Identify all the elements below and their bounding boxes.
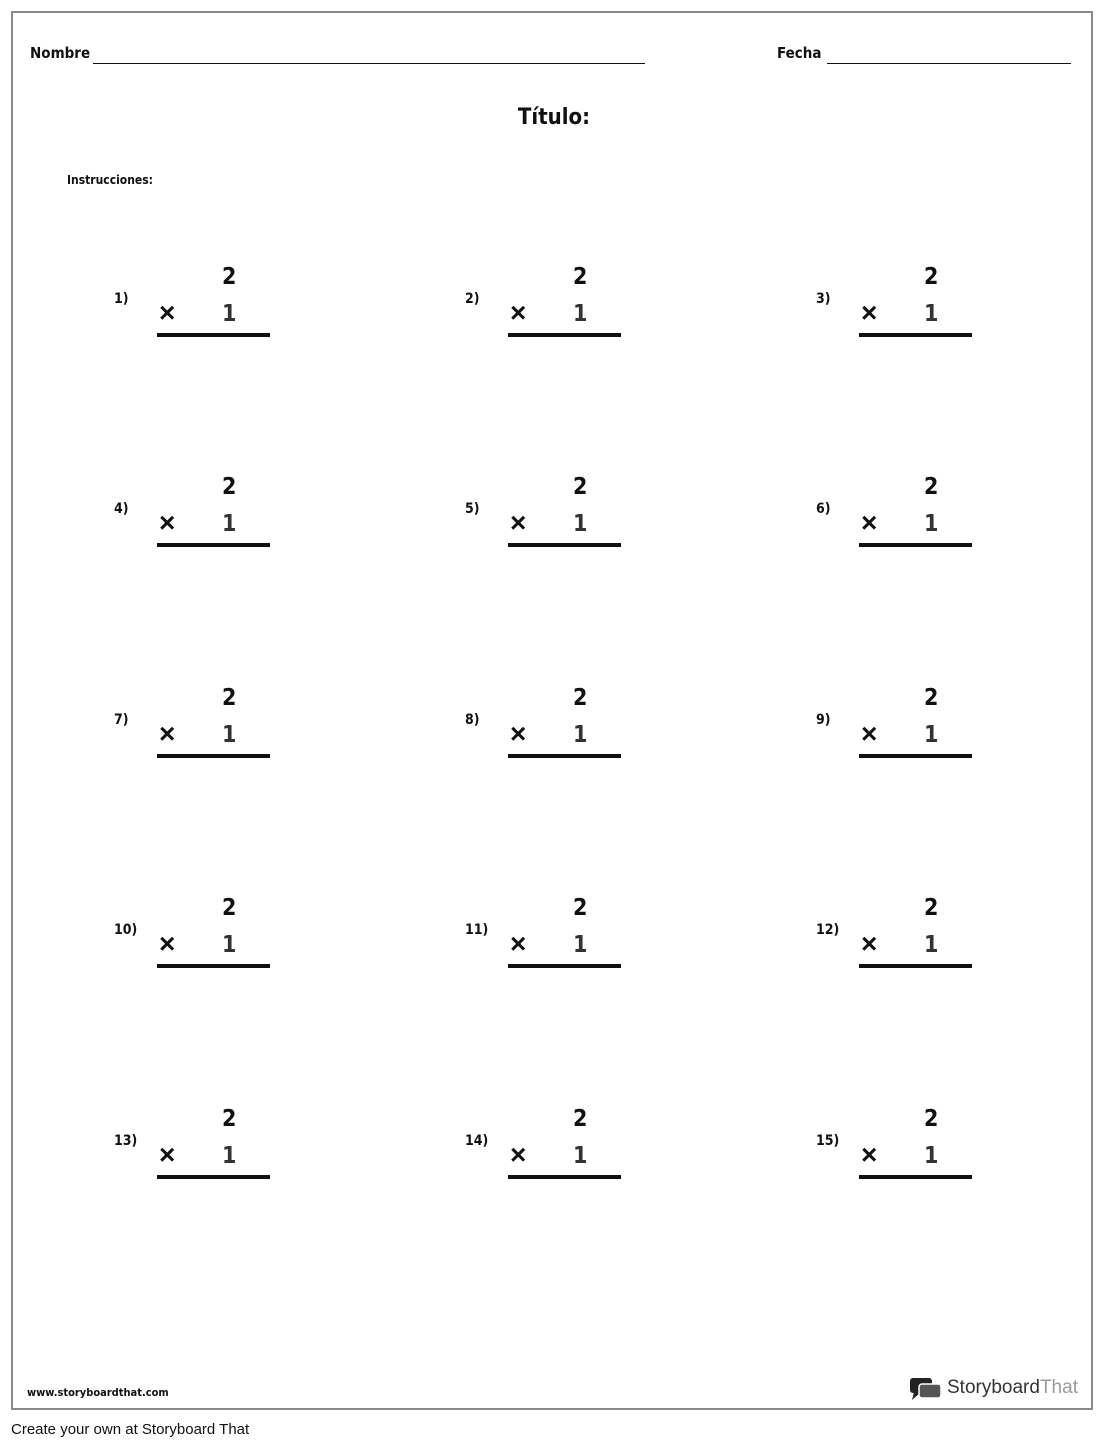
times-icon: × bbox=[159, 928, 176, 959]
multiplicand: 2 bbox=[924, 264, 939, 290]
times-icon: × bbox=[861, 718, 878, 749]
problem-number: 2) bbox=[465, 291, 480, 307]
name-label: Nombre bbox=[30, 44, 91, 62]
times-icon: × bbox=[159, 1139, 176, 1170]
multiplier: 1 bbox=[573, 932, 588, 958]
problem-number: 8) bbox=[465, 712, 480, 728]
answer-line[interactable] bbox=[157, 543, 270, 547]
multiplier: 1 bbox=[924, 932, 939, 958]
problem-number: 4) bbox=[114, 501, 129, 517]
multiplicand: 2 bbox=[573, 264, 588, 290]
multiplier: 1 bbox=[222, 301, 237, 327]
answer-line[interactable] bbox=[859, 1175, 972, 1179]
worksheet bbox=[11, 11, 1093, 1410]
problem-item bbox=[816, 1106, 996, 1216]
multiplicand: 2 bbox=[573, 474, 588, 500]
multiplier: 1 bbox=[573, 722, 588, 748]
multiplier: 1 bbox=[924, 722, 939, 748]
multiplicand: 2 bbox=[924, 895, 939, 921]
problem-number: 14) bbox=[465, 1133, 489, 1149]
multiplier: 1 bbox=[222, 511, 237, 537]
multiplicand: 2 bbox=[222, 895, 237, 921]
brand-main: Storyboard bbox=[947, 1377, 1040, 1398]
worksheet-title: Título: bbox=[517, 105, 591, 130]
times-icon: × bbox=[159, 718, 176, 749]
problem-item bbox=[465, 685, 645, 795]
multiplicand: 2 bbox=[924, 474, 939, 500]
multiplier: 1 bbox=[924, 1143, 939, 1169]
problem-item bbox=[114, 685, 294, 795]
problem-number: 1) bbox=[114, 291, 129, 307]
website-url: www.storyboardthat.com bbox=[27, 1386, 169, 1399]
answer-line[interactable] bbox=[859, 754, 972, 758]
multiplier: 1 bbox=[573, 1143, 588, 1169]
multiplier: 1 bbox=[222, 932, 237, 958]
answer-line[interactable] bbox=[157, 754, 270, 758]
storyboardthat-logo-icon bbox=[909, 1376, 943, 1400]
multiplicand: 2 bbox=[222, 264, 237, 290]
times-icon: × bbox=[510, 507, 527, 538]
multiplier: 1 bbox=[573, 301, 588, 327]
problem-number: 13) bbox=[114, 1133, 138, 1149]
answer-line[interactable] bbox=[859, 333, 972, 337]
problem-item bbox=[465, 264, 645, 374]
answer-line[interactable] bbox=[508, 543, 621, 547]
brand-light: That bbox=[1039, 1377, 1078, 1398]
times-icon: × bbox=[861, 928, 878, 959]
answer-line[interactable] bbox=[508, 1175, 621, 1179]
times-icon: × bbox=[510, 928, 527, 959]
problem-item bbox=[114, 895, 294, 1005]
answer-line[interactable] bbox=[157, 333, 270, 337]
multiplier: 1 bbox=[924, 301, 939, 327]
multiplicand: 2 bbox=[222, 685, 237, 711]
problem-item bbox=[465, 895, 645, 1005]
times-icon: × bbox=[510, 297, 527, 328]
answer-line[interactable] bbox=[508, 964, 621, 968]
answer-line[interactable] bbox=[508, 754, 621, 758]
problem-item bbox=[816, 685, 996, 795]
multiplier: 1 bbox=[222, 722, 237, 748]
date-field-line[interactable] bbox=[827, 63, 1071, 64]
problem-number: 6) bbox=[816, 501, 831, 517]
times-icon: × bbox=[510, 1139, 527, 1170]
times-icon: × bbox=[861, 507, 878, 538]
multiplicand: 2 bbox=[924, 1106, 939, 1132]
problem-item bbox=[114, 264, 294, 374]
problem-number: 7) bbox=[114, 712, 129, 728]
multiplicand: 2 bbox=[573, 685, 588, 711]
problem-item bbox=[816, 895, 996, 1005]
multiplicand: 2 bbox=[573, 1106, 588, 1132]
answer-line[interactable] bbox=[859, 964, 972, 968]
problem-number: 5) bbox=[465, 501, 480, 517]
problem-item bbox=[114, 1106, 294, 1216]
brand-text bbox=[947, 1377, 1078, 1399]
problem-number: 15) bbox=[816, 1133, 840, 1149]
page-footer-text[interactable]: Create your own at Storyboard That bbox=[11, 1421, 250, 1438]
times-icon: × bbox=[861, 1139, 878, 1170]
problem-number: 12) bbox=[816, 922, 840, 938]
problem-item bbox=[114, 474, 294, 584]
multiplicand: 2 bbox=[222, 474, 237, 500]
multiplicand: 2 bbox=[573, 895, 588, 921]
instructions-label: Instrucciones: bbox=[67, 173, 153, 187]
problem-number: 3) bbox=[816, 291, 831, 307]
problem-item bbox=[465, 1106, 645, 1216]
multiplicand: 2 bbox=[924, 685, 939, 711]
times-icon: × bbox=[861, 297, 878, 328]
multiplier: 1 bbox=[573, 511, 588, 537]
problem-number: 11) bbox=[465, 922, 489, 938]
date-label: Fecha bbox=[777, 44, 822, 62]
times-icon: × bbox=[159, 297, 176, 328]
problem-number: 10) bbox=[114, 922, 138, 938]
name-field-line[interactable] bbox=[93, 63, 645, 64]
problem-item bbox=[816, 264, 996, 374]
answer-line[interactable] bbox=[508, 333, 621, 337]
times-icon: × bbox=[159, 507, 176, 538]
multiplier: 1 bbox=[222, 1143, 237, 1169]
multiplicand: 2 bbox=[222, 1106, 237, 1132]
answer-line[interactable] bbox=[157, 964, 270, 968]
answer-line[interactable] bbox=[157, 1175, 270, 1179]
problem-number: 9) bbox=[816, 712, 831, 728]
problem-item bbox=[465, 474, 645, 584]
times-icon: × bbox=[510, 718, 527, 749]
multiplier: 1 bbox=[924, 511, 939, 537]
problem-item bbox=[816, 474, 996, 584]
brand-logo bbox=[909, 1374, 1078, 1402]
answer-line[interactable] bbox=[859, 543, 972, 547]
